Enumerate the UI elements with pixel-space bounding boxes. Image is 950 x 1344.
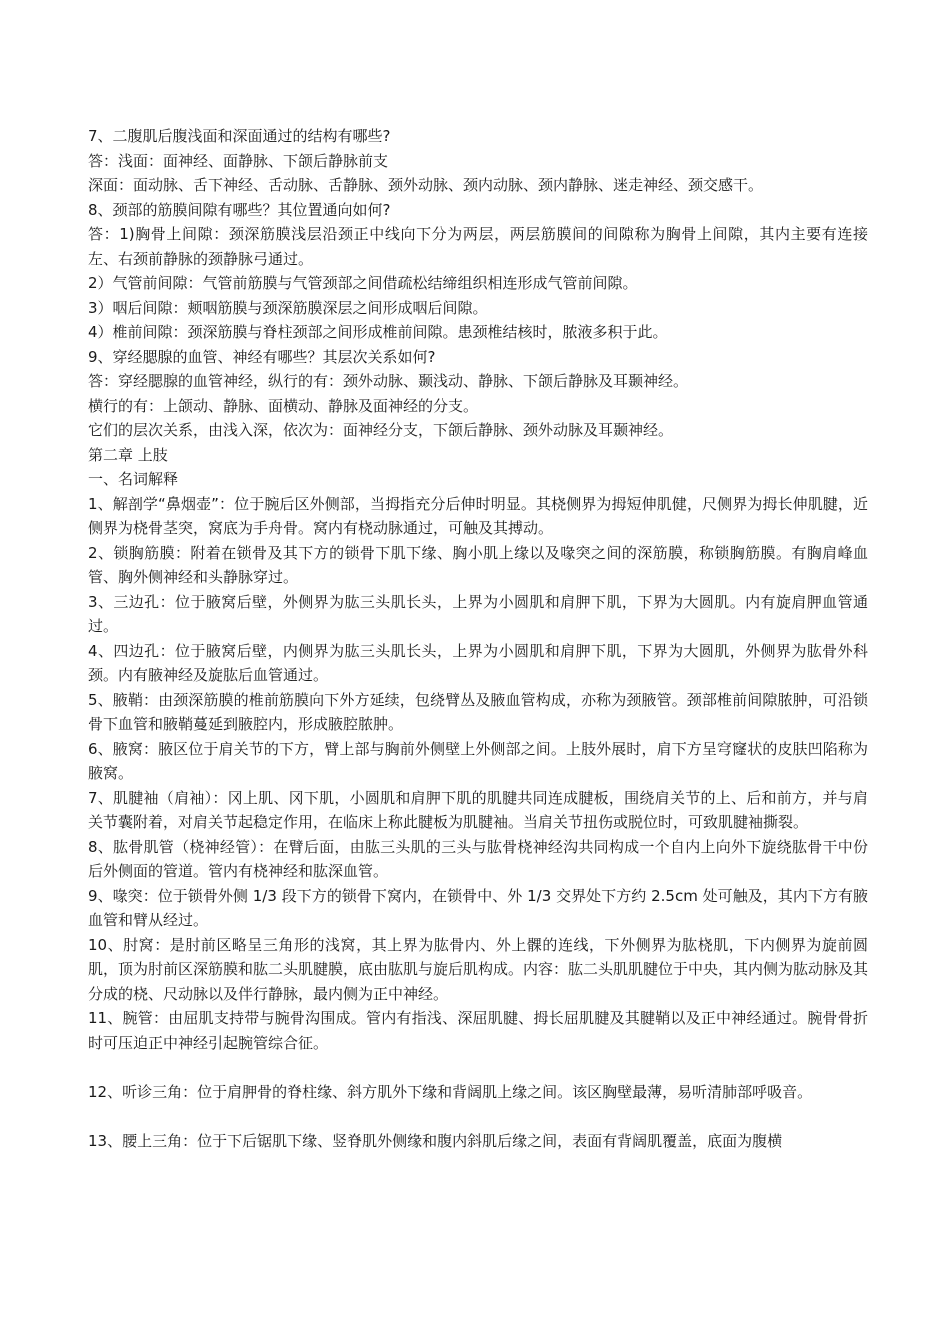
answer-8-retropharyngeal-space: 3）咽后间隙：颊咽筋膜与颈深筋膜深层之间形成咽后间隙。 <box>88 298 488 317</box>
answer-7-superficial: 答：浅面：面神经、面静脉、下颌后静脉前支 <box>88 151 389 170</box>
term-11-carpal-tunnel: 11、腕管：由屈肌支持带与腕骨沟围成。管内有指浅、深屈肌腱、拇长屈肌腱及其腱鞘以及正中神经通过。腕骨骨折时可压迫正中神经引起腕管综合征。 <box>88 1009 868 1052</box>
paragraph-gap <box>88 1104 868 1129</box>
question-8-title: 8、颈部的筋膜间隙有哪些？其位置通向如何? <box>88 200 391 219</box>
term-6-axilla: 6、腋窝：腋区位于肩关节的下方，臂上部与胸前外侧壁上外侧部之间。上肢外展时，肩下方呈穹窿状的皮肤凹陷称为腋窝。 <box>88 739 868 782</box>
question-9-title: 9、穿经腮腺的血管、神经有哪些？其层次关系如何? <box>88 347 436 366</box>
answer-7-deep: 深面：面动脉、舌下神经、舌动脉、舌静脉、颈外动脉、颈内动脉、颈内静脉、迷走神经、颈交感干。 <box>88 176 764 194</box>
answer-9-layers: 它们的层次关系，由浅入深，依次为：面神经分支，下颌后静脉、颈外动脉及耳颞神经。 <box>88 421 674 439</box>
answer-9-transverse: 横行的有：上颌动、静脉、面横动、静脉及面神经的分支。 <box>88 396 479 415</box>
paragraph-gap <box>88 1055 868 1080</box>
term-10-cubital-fossa: 10、肘窝：是肘前区略呈三角形的浅窝，其上界为肱骨内、外上髁的连线，下外侧界为肱桡肌，下内侧界为旋前圆肌，顶为肘前区深筋膜和肱二头肌腱膜，底由肱肌与旋后肌构成。内容：肱二头肌肌腱位于中央，其内侧为肱动脉及其分成的桡、尺动脉以及伴行静脉，最内侧为正中神经。 <box>88 935 869 1003</box>
document-body <box>88 124 868 1153</box>
term-1-snuffbox: 1、解剖学“鼻烟壶”：位于腕后区外侧部，当拇指充分后伸时明显。其桡侧界为拇短伸肌健，尺侧界为拇长伸肌腱，近侧界为桡骨茎突，窝底为手舟骨。窝内有桡动脉通过，可触及其搏动。 <box>88 494 868 537</box>
term-9-coracoid: 9、喙突：位于锁骨外侧 1/3 段下方的锁骨下窝内，在锁骨中、外 1/3 交界处下方约 2.5cm 处可触及，其内下方有腋血管和臂从经过。 <box>88 886 868 929</box>
term-2-clavipectoral-fascia: 2、锁胸筋膜：附着在锁骨及其下方的锁骨下肌下缘、胸小肌上缘以及喙突之间的深筋膜，称锁胸筋膜。有胸肩峰血管、胸外侧神经和头静脉穿过。 <box>88 543 868 586</box>
term-12-auscultation-triangle: 12、听诊三角：位于肩胛骨的脊柱缘、斜方肌外下缘和背阔肌上缘之间。该区胸壁最薄，易听清肺部呼吸音。 <box>88 1082 813 1101</box>
answer-8-prevertebral-space: 4）椎前间隙：颈深筋膜与脊柱颈部之间形成椎前间隙。患颈椎结核时，脓液多积于此。 <box>88 323 668 341</box>
answer-8-suprasternal-space: 答：1)胸骨上间隙：颈深筋膜浅层沿颈正中线向下分为两层，两层筋膜间的间隙称为胸骨上间隙，其内主要有连接左、右颈前静脉的颈静脉弓通过。 <box>88 225 868 268</box>
term-5-axillary-sheath: 5、腋鞘：由颈深筋膜的椎前筋膜向下外方延续，包绕臂丛及腋血管构成，亦称为颈腋管。颈部椎前间隙脓肿，可沿锁骨下血管和腋鞘蔓延到腋腔内，形成腋腔脓肿。 <box>88 690 868 733</box>
term-7-rotator-cuff: 7、肌腱袖（肩袖）：冈上肌、冈下肌，小圆肌和肩胛下肌的肌腱共同连成腱板，围绕肩关节的上、后和前方，并与肩关节囊附着，对肩关节起稳定作用，在临床上称此腱板为肌腱袖。当肩关节扭伤或脱位时，可致肌腱袖撕裂。 <box>88 788 868 831</box>
question-7-title: 7、二腹肌后腹浅面和深面通过的结构有哪些? <box>88 127 391 145</box>
term-13-superior-lumbar-triangle: 13、腰上三角：位于下后锯肌下缘、竖脊肌外侧缘和腹内斜肌后缘之间，表面有背阔肌覆盖，底面为腹横 <box>88 1131 783 1150</box>
chapter-heading: 第二章 上肢 <box>88 445 168 464</box>
answer-8-pretracheal-space: 2）气管前间隙：气管前筋膜与气管颈部之间借疏松结缔组织相连形成气管前间隙。 <box>88 274 638 292</box>
term-3-triangular-space: 3、三边孔：位于腋窝后壁，外侧界为肱三头肌长头，上界为小圆肌和肩胛下肌，下界为大圆肌。内有旋肩胛血管通过。 <box>88 592 868 635</box>
term-8-radial-canal: 8、肱骨肌管（桡神经管）：在臂后面，由肱三头肌的三头与肱骨桡神经沟共同构成一个自内上向外下旋绕肱骨干中份后外侧面的管道。管内有桡神经和肱深血管。 <box>88 837 868 880</box>
answer-9-longitudinal: 答：穿经腮腺的血管神经，纵行的有：颈外动脉、颞浅动、静脉、下颌后静脉及耳颞神经。 <box>88 372 689 390</box>
section-heading: 一、名词解释 <box>88 470 179 488</box>
term-4-quadrangular-space: 4、四边孔：位于腋窝后壁，内侧界为肱三头肌长头，上界为小圆肌和肩胛下肌，下界为大圆肌，外侧界为肱骨外科颈。内有腋神经及旋肱后血管通过。 <box>88 641 868 684</box>
